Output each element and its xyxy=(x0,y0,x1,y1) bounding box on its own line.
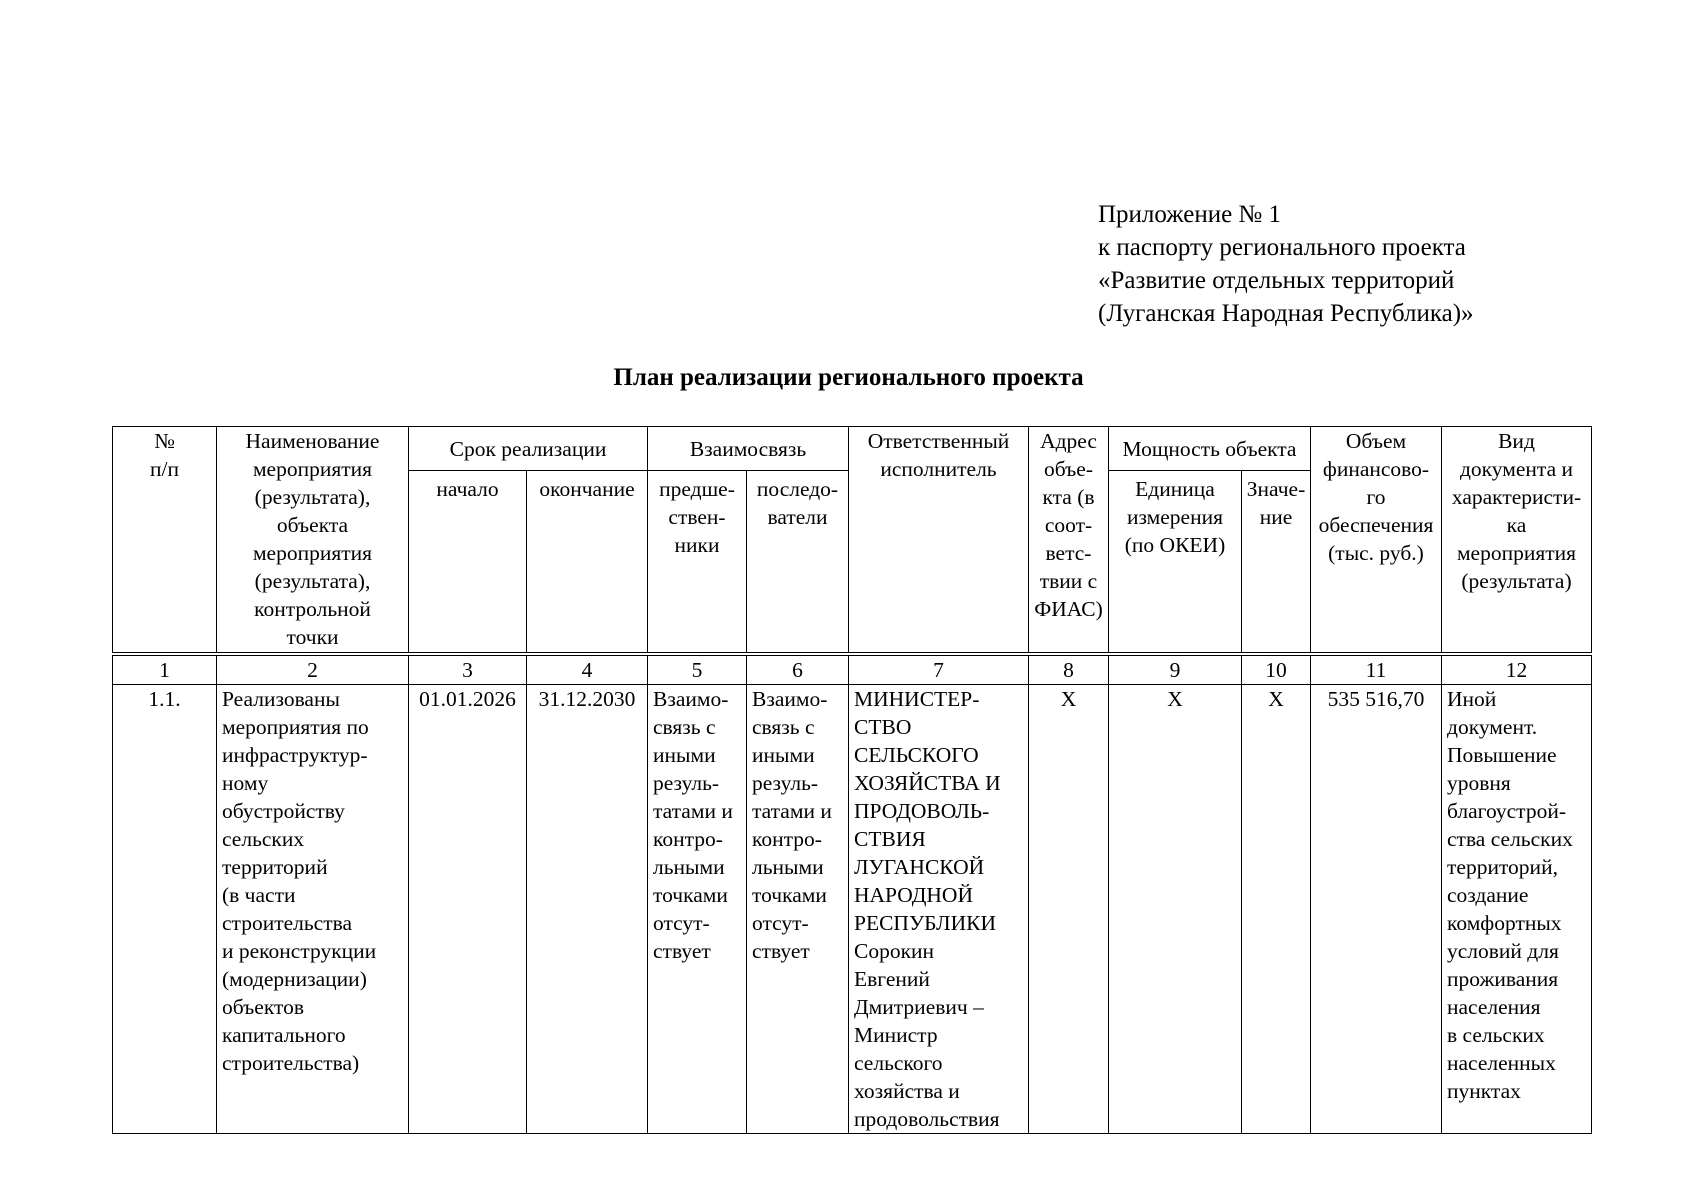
header-doc-type: Вид документа и характеристи- ка мероприятия (результата) xyxy=(1442,427,1592,654)
annex-line-2: к паспорту регионального проекта xyxy=(1098,234,1466,261)
annex-line-3: «Развитие отдельных территорий xyxy=(1098,267,1455,294)
row-address: Х xyxy=(1029,684,1109,1133)
column-number: 11 xyxy=(1311,654,1442,685)
header-period-end: окончание xyxy=(527,471,648,654)
header-num: № п/п xyxy=(113,427,217,654)
row-name: Реализованы мероприятия по инфраструктур- ному обустройству сельских территорий (в части строительства и реконструкции (модернизации) объектов капитального строительства) xyxy=(217,684,409,1133)
header-capacity: Мощность объекта xyxy=(1109,427,1311,471)
row-end-date: 31.12.2030 xyxy=(527,684,648,1133)
column-number: 3 xyxy=(409,654,527,685)
column-number: 8 xyxy=(1029,654,1109,685)
row-num: 1.1. xyxy=(113,684,217,1133)
table-row xyxy=(113,684,1592,1133)
annex-line-4: (Луганская Народная Республика)» xyxy=(1098,300,1474,327)
header-period-start: начало xyxy=(409,471,527,654)
column-number: 12 xyxy=(1442,654,1592,685)
column-number: 4 xyxy=(527,654,648,685)
column-number: 1 xyxy=(113,654,217,685)
row-funding: 535 516,70 xyxy=(1311,684,1442,1133)
annex-block xyxy=(1098,198,1474,330)
header-address: Адрес объе- кта (в соот- ветс- твии с ФИАС) xyxy=(1029,427,1109,654)
header-funding: Объем финансово- го обеспечения (тыс. руб.) xyxy=(1311,427,1442,654)
row-predecessors: Взаимо- связь с иными резуль- татами и контро- льными точками отсут- ствует xyxy=(648,684,747,1133)
column-number: 2 xyxy=(217,654,409,685)
header-link-next: последо- ватели xyxy=(747,471,849,654)
row-capacity-unit: Х xyxy=(1109,684,1242,1133)
annex-line-1: Приложение № 1 xyxy=(1098,201,1282,228)
header-capacity-value: Значе- ние xyxy=(1242,471,1311,654)
column-number: 5 xyxy=(648,654,747,685)
row-capacity-value: Х xyxy=(1242,684,1311,1133)
row-successors: Взаимо- связь с иными резуль- татами и контро- льными точками отсут- ствует xyxy=(747,684,849,1133)
row-doc-type: Иной документ. Повышение уровня благоустрой- ства сельских территорий, создание комфортных условий для проживания населения в сельских населенных пунктах xyxy=(1442,684,1592,1133)
document-title: План реализации регионального проекта xyxy=(613,364,1084,391)
header-row-1 xyxy=(113,427,1592,471)
header-link: Взаимосвязь xyxy=(648,427,849,471)
header-capacity-unit: Единица измерения (по ОКЕИ) xyxy=(1109,471,1242,654)
header-link-prev: предше- ствен- ники xyxy=(648,471,747,654)
column-number: 6 xyxy=(747,654,849,685)
column-number: 9 xyxy=(1109,654,1242,685)
column-number: 7 xyxy=(849,654,1029,685)
header-period: Срок реализации xyxy=(409,427,648,471)
row-executor: МИНИСТЕР- СТВО СЕЛЬСКОГО ХОЗЯЙСТВА И ПРОДОВОЛЬ- СТВИЯ ЛУГАНСКОЙ НАРОДНОЙ РЕСПУБЛИКИ Сорокин Евгений Дмитриевич – Министр сельского хозяйства и продовольствия xyxy=(849,684,1029,1133)
header-executor: Ответственный исполнитель xyxy=(849,427,1029,654)
row-start-date: 01.01.2026 xyxy=(409,684,527,1133)
header-name: Наименование мероприятия (результата), объекта мероприятия (результата), контрольной точки xyxy=(217,427,409,654)
column-number: 10 xyxy=(1242,654,1311,685)
implementation-plan-table xyxy=(112,426,1592,1134)
column-number-row xyxy=(113,654,1592,685)
